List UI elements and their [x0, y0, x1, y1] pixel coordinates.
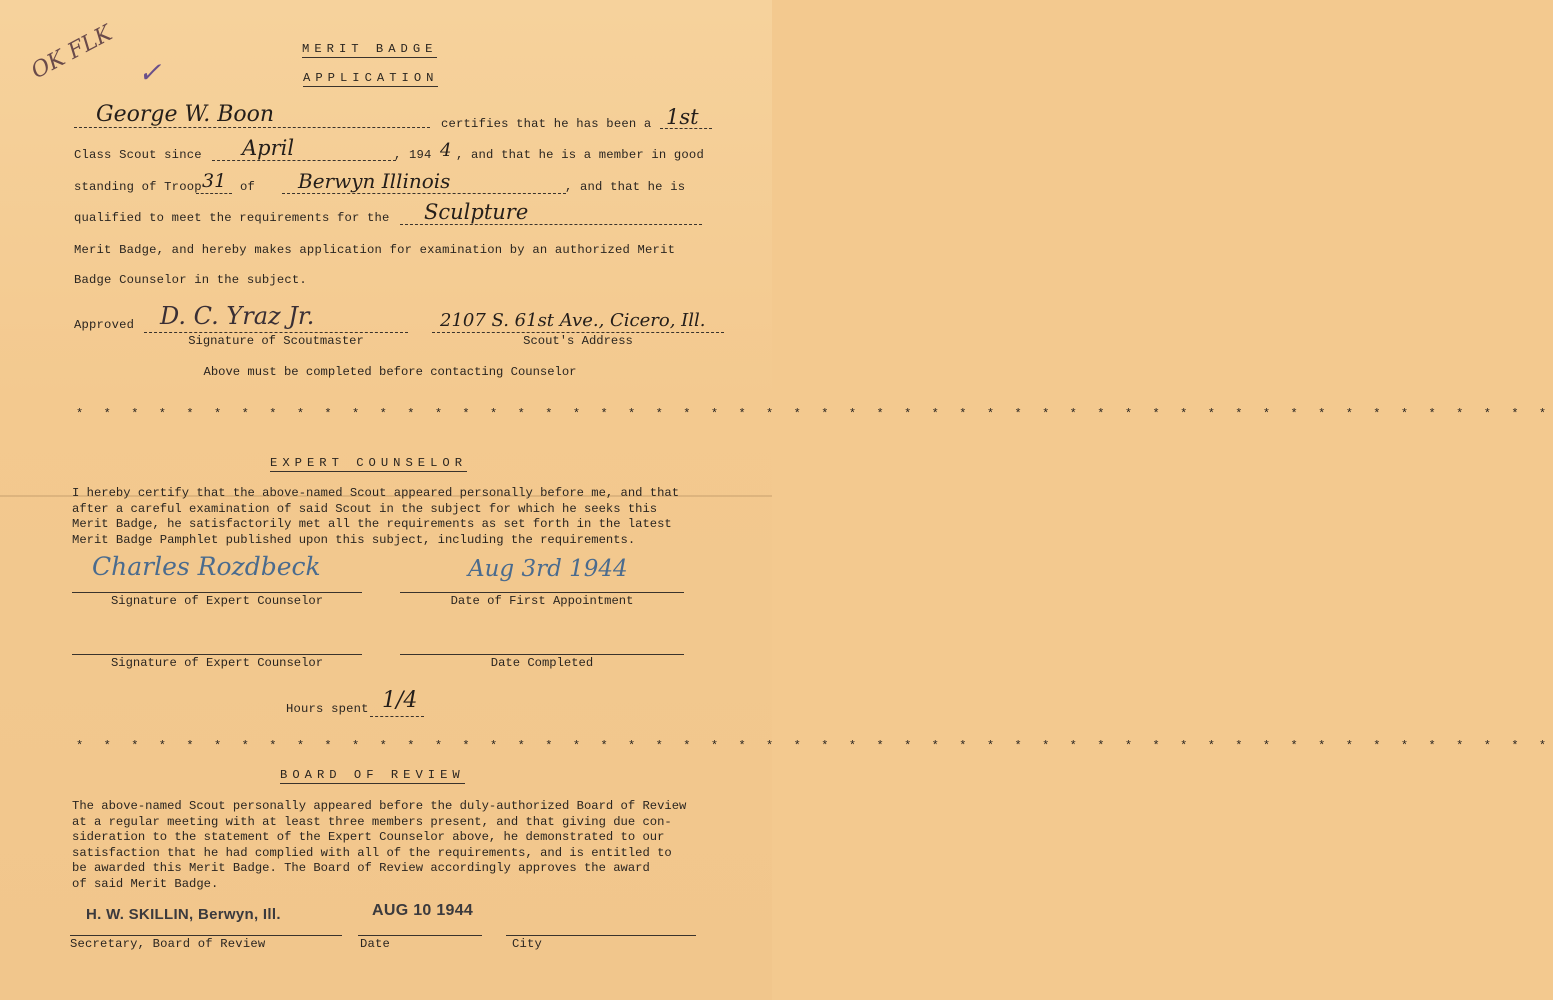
board-para-line: satisfaction that he had complied with all of the requirements, and is entitled to	[72, 845, 672, 860]
expert-paragraph	[72, 486, 712, 548]
scoutmaster-line	[144, 332, 408, 333]
city-line	[506, 935, 696, 936]
month-line	[212, 160, 396, 161]
first-appointment-caption: Date of First Appointment	[450, 594, 634, 608]
address-caption: Scout's Address	[523, 334, 633, 348]
board-para-line: at a regular meeting with at least three members present, and that giving due con-	[72, 814, 672, 829]
rank-line	[660, 128, 712, 129]
separator-1: * * * * * * * * * * * * * * * * * * * * * * * * * * * * * * * * * * * * * * * * * * * * * * * * * * * * * *	[76, 407, 1553, 421]
expert-signature-2-line	[72, 654, 362, 655]
expert-heading: EXPERT COUNSELOR	[270, 456, 468, 470]
board-paragraph	[72, 799, 712, 892]
board-heading: BOARD OF REVIEW	[280, 768, 465, 782]
title-line-2: APPLICATION	[303, 71, 439, 85]
counselor-line-text: Badge Counselor in the subject.	[74, 273, 307, 287]
scout-name: George W. Boon	[96, 102, 275, 127]
date-completed-line	[400, 654, 684, 655]
troop-line	[196, 193, 232, 194]
date-completed-caption: Date Completed	[490, 656, 594, 670]
class-scout-since-text: Class Scout since	[74, 148, 202, 162]
hours-label: Hours spent	[286, 702, 369, 716]
expert-para-line: Merit Badge Pamphlet published upon this subject, including the requirements.	[72, 532, 636, 547]
troop-value: 31	[202, 170, 227, 192]
expert-para-line: I hereby certify that the above-named Scout appeared personally before me, and that	[72, 486, 680, 500]
standing-text: standing of Troop	[74, 180, 202, 194]
title-line-1: MERIT BADGE	[302, 42, 438, 56]
of-text: of	[240, 180, 256, 194]
expert-signature-1-caption: Signature of Expert Counselor	[110, 594, 324, 608]
city-caption: City	[512, 937, 543, 951]
board-para-line: The above-named Scout personally appeared before the duly-authorized Board of Review	[72, 799, 687, 813]
year-digit-value: 4	[440, 140, 452, 161]
expert-signature-1-line	[72, 592, 362, 593]
certifies-text: certifies that he has been a	[441, 117, 652, 131]
badge-line	[400, 224, 702, 225]
completion-note: Above must be completed before contacting Counselor	[203, 365, 577, 379]
rank-value: 1st	[666, 105, 699, 129]
town-line	[282, 193, 566, 194]
check-mark-icon: ✓	[138, 56, 162, 89]
hours-value: 1/4	[382, 688, 418, 713]
year-prefix-text: , 194	[394, 148, 432, 162]
month-value: April	[242, 136, 295, 160]
secretary-line	[70, 935, 342, 936]
badge-value: Sculpture	[424, 200, 529, 224]
expert-signature-2-caption: Signature of Expert Counselor	[110, 656, 324, 670]
approved-label: Approved	[74, 318, 135, 332]
hours-line	[370, 716, 424, 717]
town-value: Berwyn Illinois	[298, 169, 451, 193]
board-date-caption: Date	[360, 937, 391, 951]
scout-name-line	[74, 127, 430, 128]
secretary-stamp: H. W. SKILLIN, Berwyn, Ill.	[86, 906, 281, 923]
scoutmaster-caption: Signature of Scoutmaster	[188, 334, 364, 348]
scout-address: 2107 S. 61st Ave., Cicero, Ill.	[440, 310, 706, 331]
scoutmaster-signature: D. C. Yraz Jr.	[160, 302, 315, 330]
corner-note: OK FLK	[27, 20, 117, 85]
first-appointment-date: Aug 3rd 1944	[468, 556, 628, 582]
secretary-caption: Secretary, Board of Review	[70, 937, 266, 951]
board-date-line	[358, 935, 482, 936]
member-text: , and that he is a member in good	[456, 148, 704, 162]
qualified-text: qualified to meet the requirements for the	[74, 211, 390, 225]
board-para-line: sideration to the statement of the Expert Counselor above, he demonstrated to our	[72, 830, 665, 844]
date-stamp: AUG 10 1944	[372, 902, 474, 919]
board-para-line: be awarded this Merit Badge. The Board of Review accordingly approves the award	[72, 861, 650, 875]
expert-para-line: after a careful examination of said Scout in the subject for which he seeks this	[72, 501, 658, 516]
expert-para-line: Merit Badge, he satisfactorily met all the requirements as set forth in the latest	[72, 517, 672, 531]
badge-line-text: Merit Badge, and hereby makes application for examination by an authorized Merit	[74, 243, 676, 257]
board-para-line: of said Merit Badge.	[72, 876, 219, 891]
separator-2: * * * * * * * * * * * * * * * * * * * * * * * * * * * * * * * * * * * * * * * * * * * * * * * * * * * * * *	[76, 739, 1553, 753]
first-appointment-line	[400, 592, 684, 593]
expert-signature-1: Charles Rozdbeck	[92, 552, 321, 581]
address-line	[432, 332, 724, 333]
qualified-end-text: , and that he is	[565, 180, 686, 194]
